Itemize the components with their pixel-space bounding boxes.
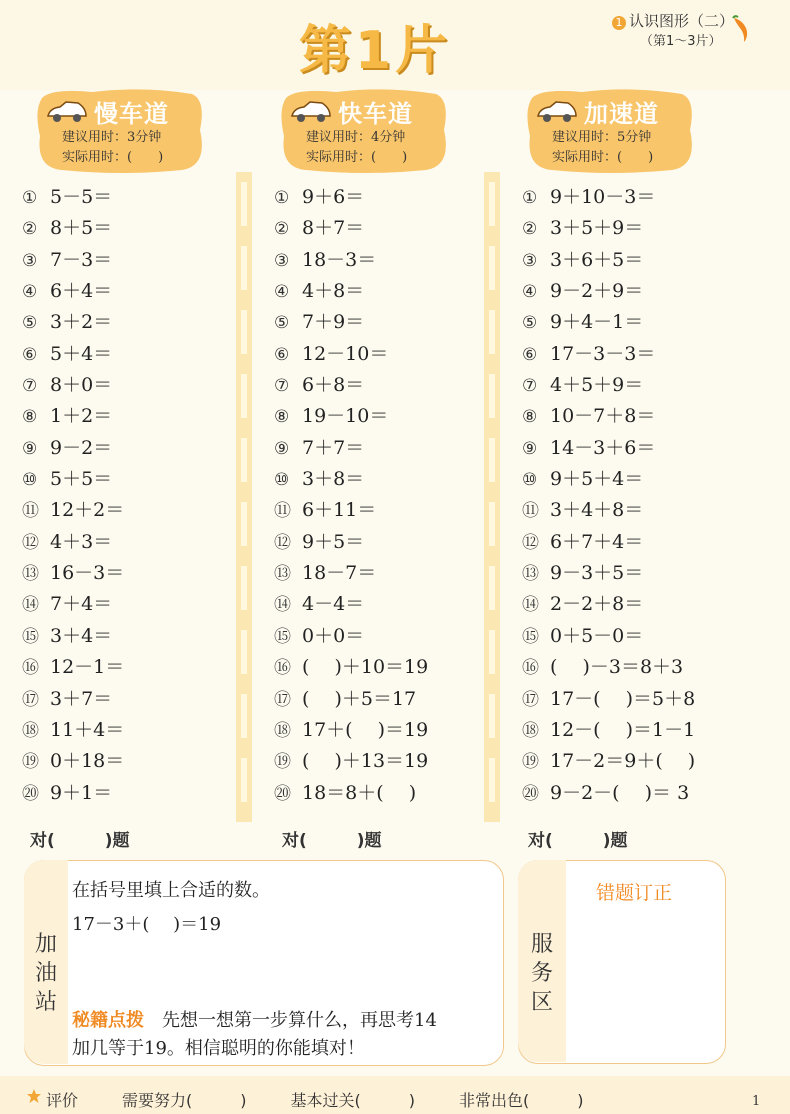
problem-number: ⑪ [22, 501, 39, 522]
problem-row [274, 307, 428, 338]
problem-expression[interactable]: 5＋4＝ [50, 342, 113, 365]
problem-row [274, 401, 428, 432]
problem-expression[interactable]: ( )－3＝8＋3 [550, 656, 684, 679]
lane-header-slow [32, 86, 208, 174]
problem-row [274, 245, 428, 276]
page-title: 第1片 [298, 21, 452, 81]
divider-dash [241, 438, 247, 482]
problem-expression[interactable]: 4－4＝ [302, 593, 365, 616]
problem-expression[interactable]: 3＋4＋8＝ [550, 499, 644, 522]
problem-expression[interactable]: 9＋4－1＝ [550, 311, 644, 334]
problem-number: ⑰ [22, 689, 39, 710]
problem-expression[interactable]: 6＋8＝ [302, 374, 365, 397]
problem-number: ⑧ [274, 407, 290, 428]
problem-expression[interactable]: 12－10＝ [302, 342, 389, 365]
problem-expression[interactable]: 8＋5＝ [50, 217, 113, 240]
problem-row [522, 245, 695, 276]
car-icon [290, 100, 332, 124]
problem-expression[interactable]: 6＋11＝ [302, 499, 377, 522]
problem-expression[interactable]: ( )＋10＝19 [302, 656, 429, 679]
problem-expression[interactable]: 6＋7＋4＝ [550, 530, 644, 553]
lane-name: 加速道 [584, 100, 659, 128]
problem-row [274, 746, 428, 777]
problem-list-fast [274, 182, 428, 809]
divider-dash [241, 310, 247, 354]
problem-number: ① [22, 188, 38, 208]
problem-expression[interactable]: 3＋4＝ [50, 624, 113, 647]
problem-number: ① [522, 188, 538, 208]
lane-header-fast [276, 86, 452, 174]
problem-row [22, 558, 124, 589]
problem-row [522, 558, 695, 589]
divider-dash [489, 694, 495, 738]
problem-number: ⑧ [22, 407, 38, 428]
problem-expression[interactable]: 5＋5＝ [50, 468, 113, 491]
problem-row [522, 307, 695, 338]
problem-expression[interactable]: 11＋4＝ [50, 718, 125, 741]
problem-number: ⑳ [274, 783, 291, 804]
problem-number: ④ [522, 282, 538, 303]
problem-row [274, 778, 428, 809]
problem-expression[interactable]: 12＋2＝ [50, 499, 125, 522]
divider-dash [241, 182, 247, 226]
problem-expression[interactable]: 0＋5－0＝ [550, 624, 644, 647]
topic-number-badge: 1 [612, 16, 626, 30]
star-icon [26, 1088, 42, 1104]
score-slow: 对( )题 [30, 831, 130, 851]
problem-row [522, 433, 695, 464]
divider-dash [241, 694, 247, 738]
problem-row [522, 621, 695, 652]
problem-row [522, 182, 695, 213]
problem-number: ⑧ [522, 407, 538, 428]
problem-number: ⑩ [274, 470, 290, 491]
problem-expression[interactable]: 9＋5＋4＝ [550, 468, 644, 491]
topic-subtitle: （第1～3片） [640, 34, 722, 49]
lane-time: 建议用时：4分钟 实际用时：( ) [306, 130, 408, 165]
problem-number: ⑭ [22, 595, 39, 616]
divider-dash [241, 246, 247, 290]
problem-row [22, 589, 124, 620]
problem-number: ⑱ [22, 720, 39, 741]
problem-expression[interactable]: 9－2－( )＝ 3 [550, 781, 690, 804]
divider-dash [489, 630, 495, 674]
problem-expression[interactable]: 3＋7＝ [50, 687, 113, 710]
problem-row [274, 684, 428, 715]
problem-row [522, 746, 695, 777]
problem-number: ⑪ [274, 501, 291, 522]
problem-expression[interactable]: 8＋7＝ [302, 217, 365, 240]
problem-expression[interactable]: 18＝8＋( ) [302, 781, 417, 804]
car-icon [536, 100, 578, 124]
problem-row [522, 276, 695, 307]
problem-number: ⑦ [522, 376, 538, 397]
topic-text: 认识图形（二） [629, 12, 735, 30]
lane-time: 建议用时：3分钟 实际用时：( ) [62, 130, 164, 165]
problem-number: ③ [274, 250, 290, 271]
service-area-label: 服务区 [530, 932, 553, 1015]
problem-expression[interactable]: 0＋0＝ [302, 624, 365, 647]
problem-row [274, 276, 428, 307]
problem-row [22, 652, 124, 683]
problem-row [22, 715, 124, 746]
problem-number: ⑪ [522, 501, 539, 522]
score-fast: 对( )题 [282, 831, 382, 851]
problem-number: ⑮ [22, 626, 39, 647]
problem-number: ⑰ [274, 689, 291, 710]
problem-number: ⑨ [22, 438, 38, 459]
divider-dash [489, 502, 495, 546]
problem-expression[interactable]: 9＋10－3＝ [550, 186, 656, 208]
pepper-icon [730, 14, 752, 44]
problem-number: ③ [522, 250, 538, 271]
problem-number: ⑦ [274, 376, 290, 397]
problem-row [22, 746, 124, 777]
problem-expression[interactable]: 7＋9＝ [302, 311, 365, 334]
problem-expression[interactable]: ( )＋5＝17 [302, 687, 417, 710]
divider-dash [489, 758, 495, 802]
problem-expression[interactable]: 17－3－3＝ [550, 342, 656, 365]
problem-row [22, 527, 124, 558]
problem-number: ⑨ [522, 438, 538, 459]
problem-row [22, 495, 124, 526]
problem-number: ⑥ [274, 344, 290, 365]
problem-number: ⑩ [522, 470, 538, 491]
divider-dash [489, 246, 495, 290]
problem-row [274, 495, 428, 526]
problem-number: ⑥ [22, 344, 38, 365]
lane-header-boost [522, 86, 698, 174]
problem-expression[interactable]: 1＋2＝ [50, 405, 113, 428]
problem-row [522, 715, 695, 746]
problem-row [22, 433, 124, 464]
problem-number: ② [274, 219, 290, 240]
problem-expression[interactable]: 8＋0＝ [50, 374, 113, 397]
problem-number: ⑤ [522, 313, 538, 334]
divider-dash [241, 374, 247, 418]
divider-dash [489, 374, 495, 418]
problem-expression[interactable]: 12－1＝ [50, 656, 125, 679]
problem-number: ⑯ [22, 658, 39, 679]
problem-row [522, 213, 695, 244]
score-boost: 对( )题 [528, 831, 628, 851]
problem-row [522, 778, 695, 809]
problem-number: ⑱ [274, 720, 291, 741]
problem-expression[interactable]: 9－2＝ [50, 436, 113, 459]
problem-row [522, 339, 695, 370]
problem-expression[interactable]: 3＋5＋9＝ [550, 217, 644, 240]
problem-number: ① [274, 188, 290, 208]
problem-list-slow [22, 182, 124, 809]
lane-divider [484, 172, 500, 822]
divider-dash [489, 310, 495, 354]
problem-row [22, 684, 124, 715]
problem-row [522, 495, 695, 526]
problem-row [22, 182, 124, 213]
problem-row [274, 433, 428, 464]
problem-row [274, 621, 428, 652]
problem-expression[interactable]: 3＋2＝ [50, 311, 113, 334]
problem-row [274, 715, 428, 746]
problem-number: ⑫ [522, 532, 539, 553]
problem-expression[interactable]: 4＋3＝ [50, 530, 113, 553]
page-number: 1 [752, 1094, 761, 1109]
problem-number: ⑬ [22, 564, 39, 585]
problem-expression[interactable]: 17－2＝9＋( ) [550, 750, 696, 773]
lane-name: 快车道 [338, 100, 413, 128]
problem-expression[interactable]: 4＋8＝ [302, 280, 365, 303]
problem-expression[interactable]: 14－3＋6＝ [550, 436, 656, 459]
topic-label [612, 10, 734, 31]
problem-number: ④ [274, 282, 290, 303]
divider-dash [489, 182, 495, 226]
problem-number: ⑯ [522, 658, 539, 679]
problem-expression[interactable]: 17－( )＝5＋8 [550, 687, 696, 710]
problem-row [22, 401, 124, 432]
problem-row [522, 652, 695, 683]
problem-number: ⑬ [274, 564, 291, 585]
boost-tip-line1: 秘籍点拨 先想一想第一步算什么，再思考14 [72, 1010, 437, 1031]
problem-number: ⑩ [22, 470, 38, 491]
problem-number: ⑭ [274, 595, 291, 616]
boost-problem: 17－3＋( )＝19 [72, 914, 222, 935]
car-icon [46, 100, 88, 124]
lane-time: 建议用时：5分钟 实际用时：( ) [552, 130, 654, 165]
problem-expression[interactable]: 5－5＝ [50, 186, 113, 208]
problem-row [22, 245, 124, 276]
evaluation-option-1[interactable]: 需要努力( ) [122, 1091, 247, 1110]
problem-number: ⑮ [522, 626, 539, 647]
problem-list-boost [522, 182, 695, 809]
problem-number: ⑳ [22, 783, 39, 804]
problem-expression[interactable]: 0＋18＝ [50, 750, 125, 773]
problem-number: ⑱ [522, 720, 539, 741]
boost-tip-line2: 加几等于19。相信聪明的你能填对！ [72, 1038, 365, 1059]
divider-dash [241, 758, 247, 802]
problem-row [274, 558, 428, 589]
problem-number: ⑤ [22, 313, 38, 334]
boost-station-label: 加油站 [34, 932, 57, 1015]
divider-dash [241, 566, 247, 610]
problem-row [274, 339, 428, 370]
problem-number: ⑳ [522, 783, 539, 804]
problem-row [522, 684, 695, 715]
problem-number: ⑲ [522, 752, 539, 773]
tip-label: 秘籍点拨 [72, 1010, 144, 1031]
problem-expression[interactable]: 4＋5＋9＝ [550, 374, 644, 397]
problem-row [22, 276, 124, 307]
problem-row [522, 370, 695, 401]
problem-expression[interactable]: 10－7＋8＝ [550, 405, 656, 428]
problem-expression[interactable]: 9＋5＝ [302, 530, 365, 553]
problem-row [22, 307, 124, 338]
problem-number: ⑫ [274, 532, 291, 553]
problem-row [22, 621, 124, 652]
problem-row [22, 370, 124, 401]
problem-expression[interactable]: ( )＋13＝19 [302, 750, 429, 773]
problem-number: ⑥ [522, 344, 538, 365]
problem-number: ⑮ [274, 626, 291, 647]
problem-number: ② [522, 219, 538, 240]
lane-name: 慢车道 [94, 100, 169, 128]
problem-number: ④ [22, 282, 38, 303]
evaluation-option-3[interactable]: 非常出色( ) [459, 1091, 584, 1110]
problem-number: ③ [22, 250, 38, 271]
problem-row [274, 527, 428, 558]
evaluation-label: 评价 [46, 1091, 79, 1110]
problem-number: ⑬ [522, 564, 539, 585]
problem-row [274, 182, 428, 213]
divider-dash [241, 630, 247, 674]
problem-number: ⑤ [274, 313, 290, 334]
problem-expression[interactable]: 16－3＝ [50, 562, 125, 585]
problem-number: ⑲ [274, 752, 291, 773]
problem-row [274, 213, 428, 244]
problem-row [274, 370, 428, 401]
problem-number: ⑲ [22, 752, 39, 773]
problem-expression[interactable]: 3＋6＋5＝ [550, 248, 644, 271]
problem-row [522, 464, 695, 495]
problem-number: ⑦ [22, 376, 38, 397]
problem-expression[interactable]: 9－3＋5＝ [550, 562, 644, 585]
problem-row [522, 401, 695, 432]
problem-row [22, 464, 124, 495]
problem-expression[interactable]: 9＋1＝ [50, 781, 113, 804]
problem-number: ⑯ [274, 658, 291, 679]
divider-dash [489, 566, 495, 610]
problem-expression[interactable]: 3＋8＝ [302, 468, 365, 491]
problem-row [274, 652, 428, 683]
problem-expression[interactable]: 2－2＋8＝ [550, 593, 644, 616]
problem-number: ⑭ [522, 595, 539, 616]
problem-expression[interactable]: 18－3＝ [302, 248, 377, 271]
service-area-title: 错题订正 [596, 882, 673, 904]
problem-row [274, 464, 428, 495]
problem-row [22, 213, 124, 244]
problem-row [22, 339, 124, 370]
boost-instruction: 在括号里填上合适的数。 [72, 880, 270, 901]
problem-row [274, 589, 428, 620]
problem-number: ⑫ [22, 532, 39, 553]
problem-number: ② [22, 219, 38, 240]
problem-expression[interactable]: 7＋4＝ [50, 593, 113, 616]
problem-number: ⑨ [274, 438, 290, 459]
problem-expression[interactable]: 9＋6＝ [302, 186, 365, 208]
problem-expression[interactable]: 9－2＋9＝ [550, 280, 644, 303]
problem-row [522, 527, 695, 558]
problem-number: ⑰ [522, 689, 539, 710]
problem-expression[interactable]: 7－3＝ [50, 248, 113, 271]
problem-expression[interactable]: 19－10＝ [302, 405, 389, 428]
problem-expression[interactable]: 7＋7＝ [302, 436, 365, 459]
problem-expression[interactable]: 12－( )＝1－1 [550, 718, 696, 741]
divider-dash [489, 438, 495, 482]
problem-row [22, 778, 124, 809]
problem-expression[interactable]: 17＋( )＝19 [302, 718, 429, 741]
evaluation-options [46, 1088, 628, 1111]
lane-divider [236, 172, 252, 822]
problem-row [522, 589, 695, 620]
problem-expression[interactable]: 18－7＝ [302, 562, 377, 585]
problem-expression[interactable]: 6＋4＝ [50, 280, 113, 303]
divider-dash [241, 502, 247, 546]
evaluation-option-2[interactable]: 基本过关( ) [290, 1091, 416, 1110]
